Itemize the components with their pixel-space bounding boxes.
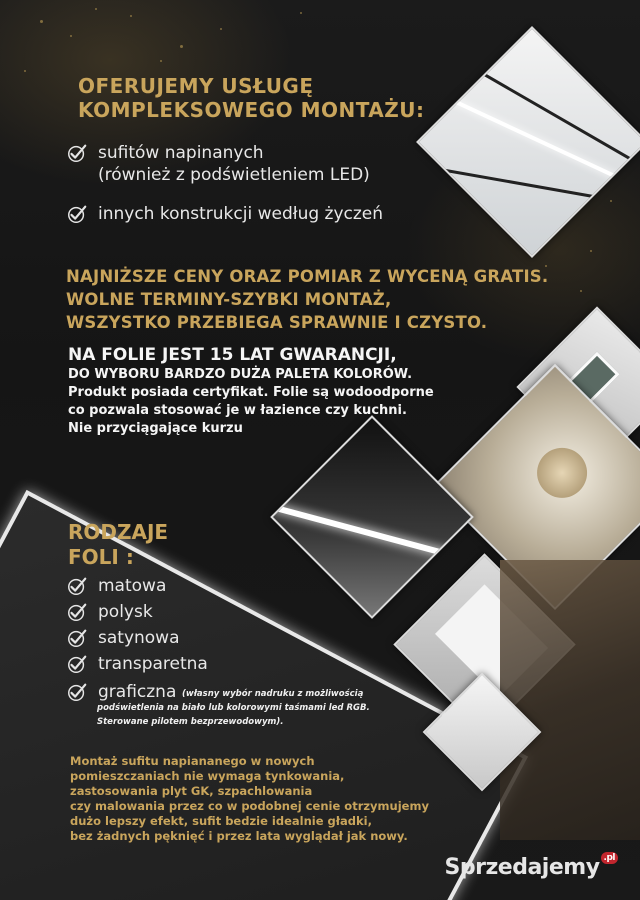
dark-ceiling-photo (270, 415, 474, 619)
promo-line-2: WOLNE TERMINY-SZYBKI MONTAŻ, (66, 290, 392, 309)
promo-line-3: WSZYSTKO PRZEBIEGA SPRAWNIE I CZYSTO. (66, 313, 488, 332)
led-ceiling-photo (416, 26, 640, 258)
footer-note: dużo lepszy efekt, sufit bedzie idealnie gładki, (70, 814, 372, 828)
footer-note: pomieszczaniach nie wymaga tynkowania, (70, 769, 345, 783)
check-icon (66, 142, 88, 164)
graphic-note: (własny wybór nadruku z możliwością (182, 689, 364, 699)
warranty-text: Produkt posiada certyfikat. Folie są wodoodporne (68, 385, 434, 400)
logo-text: Sprzedajemy (444, 855, 600, 880)
type-item (66, 575, 166, 597)
graphic-note: Sterowane pilotem bezprzewodowym). (97, 717, 284, 727)
type-item (66, 681, 176, 703)
type-item (66, 627, 180, 649)
type-label: transparetna (98, 654, 208, 674)
type-label: graficzna (98, 682, 177, 702)
service-sublabel: (również z podświetleniem LED) (98, 165, 370, 185)
type-item (66, 601, 153, 623)
sprzedajemy-logo (445, 855, 618, 880)
service-label: innych konstrukcji według życzeń (98, 204, 384, 224)
type-label: polysk (98, 602, 153, 622)
graphic-note: podświetlenia na biało lub kolorowymi taśmami led RGB. (97, 703, 370, 713)
check-icon (66, 601, 88, 623)
footer-note: czy malowania przez co w podobnej cenie otrzymujemy (70, 799, 429, 813)
types-title-1: RODZAJE (68, 520, 169, 544)
service-label: sufitów napinanych (98, 143, 264, 163)
check-icon (66, 627, 88, 649)
service-item (66, 203, 383, 225)
logo-suffix: .pl (601, 852, 618, 864)
check-icon (66, 681, 88, 703)
types-title-2: FOLI : (68, 545, 134, 569)
warranty-text: Nie przyciągające kurzu (68, 421, 243, 436)
check-icon (66, 575, 88, 597)
type-label: matowa (98, 576, 167, 596)
check-icon (66, 653, 88, 675)
check-icon (66, 203, 88, 225)
header-line-2: KOMPLEKSOWEGO MONTAŻU: (78, 98, 425, 122)
warranty-text: co pozwala stosować je w łazience czy kuchni. (68, 403, 407, 418)
warranty-headline: NA FOLIE JEST 15 LAT GWARANCJI, (68, 345, 397, 365)
footer-note: zastosowania plyt GK, szpachlowania (70, 784, 313, 798)
footer-note: Montaż sufitu napiananego w nowych (70, 754, 315, 768)
promo-line-1: NAJNIŻSZE CENY ORAZ POMIAR Z WYCENĄ GRATIS. (66, 267, 549, 286)
service-item (66, 142, 370, 186)
footer-note: bez żadnych pęknięć i przez lata wyglądał jak nowy. (70, 829, 408, 843)
warranty-colors: DO WYBORU BARDZO DUŻA PALETA KOLORÓW. (68, 367, 413, 382)
mirror-tiles-area (500, 560, 640, 840)
type-label: satynowa (98, 628, 180, 648)
type-item (66, 653, 208, 675)
header-line-1: OFERUJEMY USŁUGĘ (78, 74, 314, 98)
